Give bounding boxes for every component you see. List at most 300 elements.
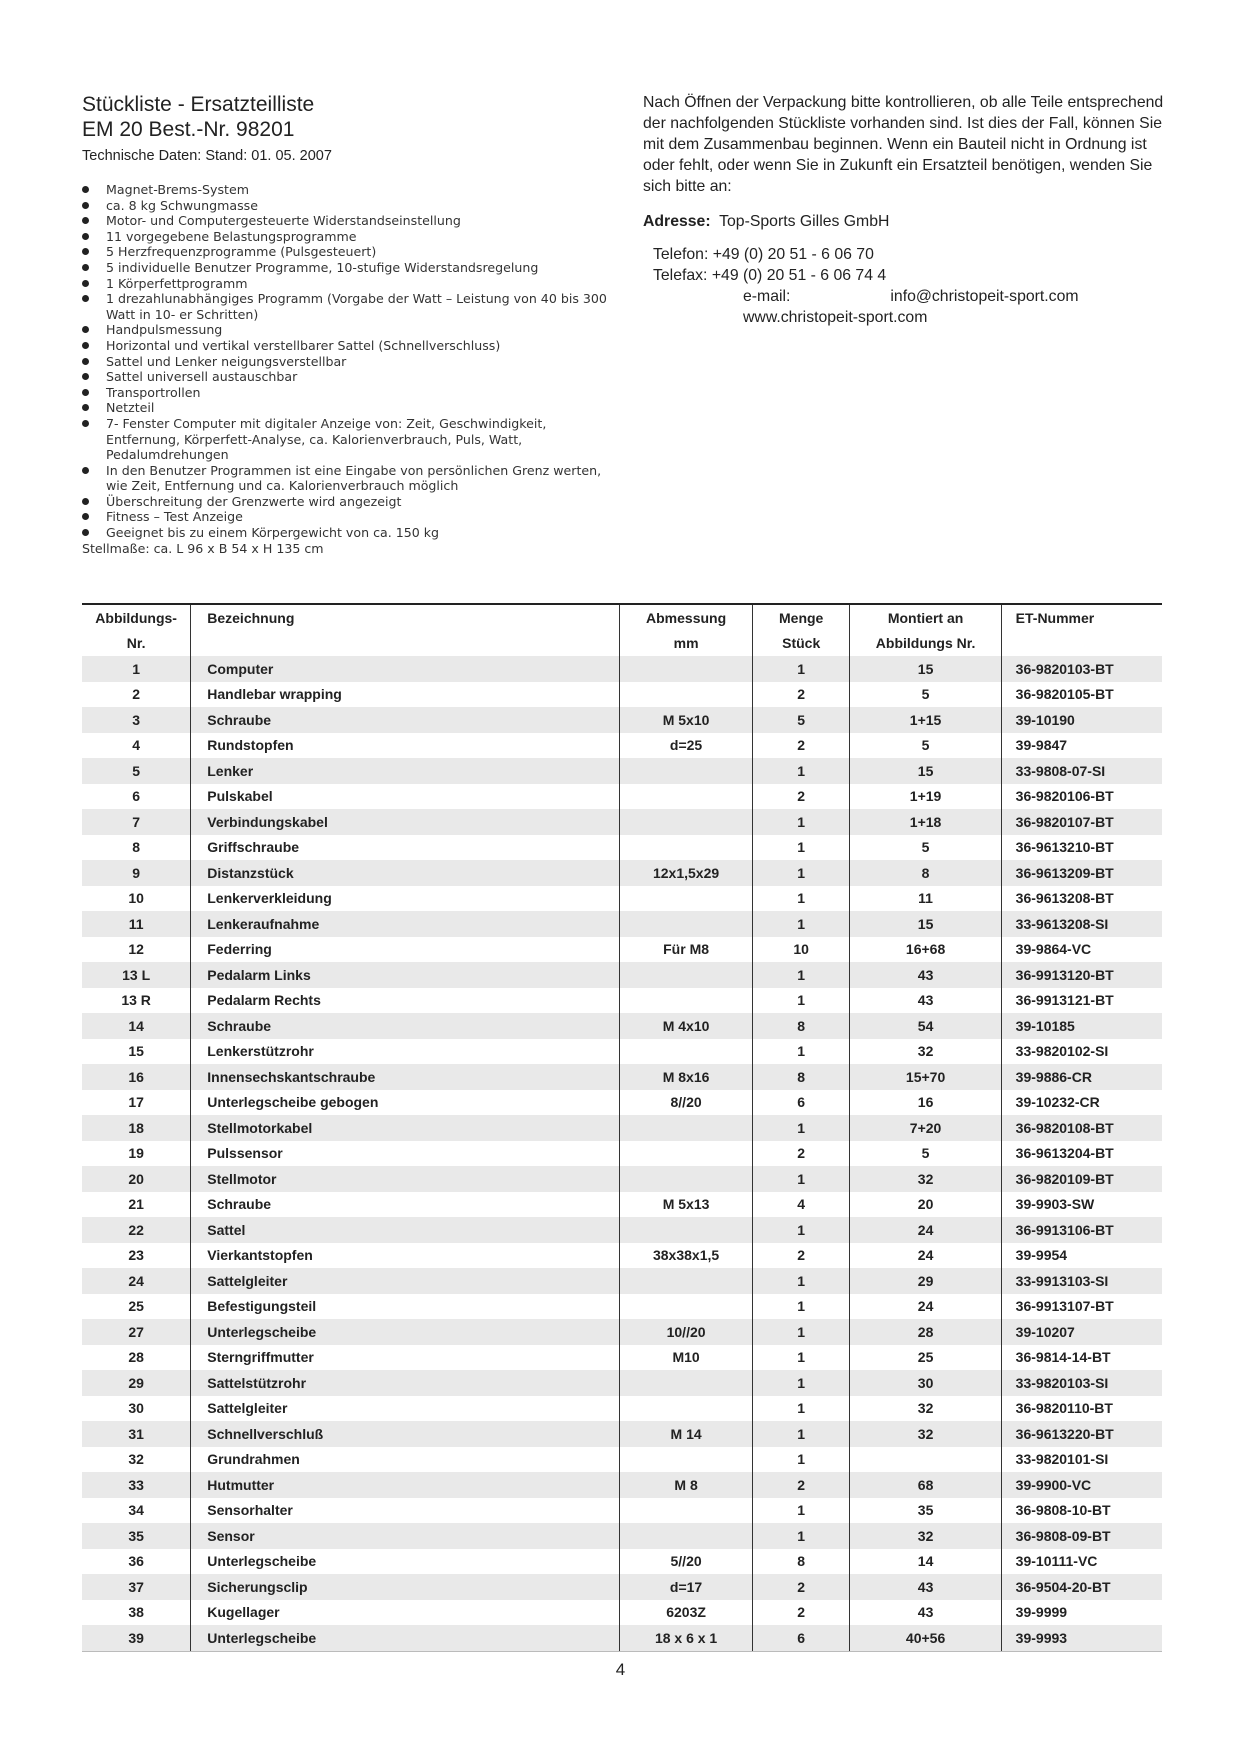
table-row <box>82 1192 1162 1218</box>
cell-bezeichnung: Sensorhalter <box>191 1498 620 1524</box>
table-row <box>82 1243 1162 1269</box>
cell-menge: 1 <box>752 1523 850 1549</box>
cell-abmessung: M 5x10 <box>620 707 753 733</box>
bullet-icon <box>82 248 89 255</box>
cell-menge: 2 <box>752 682 850 708</box>
cell-menge: 2 <box>752 1600 850 1626</box>
feature-text: 5 Herzfrequenzprogramme (Pulsgesteuert) <box>106 244 377 260</box>
cell-montiert: 15 <box>850 911 1001 937</box>
cell-menge: 2 <box>752 1472 850 1498</box>
cell-nr: 19 <box>82 1141 191 1167</box>
table-row <box>82 860 1162 886</box>
cell-nr: 27 <box>82 1319 191 1345</box>
col-subheader-montiert: Abbildungs Nr. <box>850 631 1001 657</box>
feature-text: 1 drezahlunabhängiges Programm (Vorgabe der Watt – Leistung von 40 bis 300 Watt in 10- er Schritten) <box>106 291 607 322</box>
feature-item <box>82 369 622 385</box>
cell-menge: 1 <box>752 1166 850 1192</box>
bullet-icon <box>82 342 89 349</box>
cell-et-nummer: 39-9993 <box>1001 1625 1162 1651</box>
cell-nr: 13 L <box>82 962 191 988</box>
cell-montiert: 29 <box>850 1268 1001 1294</box>
address-line <box>643 211 1168 232</box>
cell-abmessung <box>620 1498 753 1524</box>
cell-menge: 1 <box>752 1039 850 1065</box>
cell-montiert: 32 <box>850 1523 1001 1549</box>
feature-text: 11 vorgegebene Belastungsprogramme <box>106 228 357 244</box>
tech-data-heading: Technische Daten: Stand: 01. 05. 2007 <box>82 148 332 164</box>
cell-abmessung <box>620 1523 753 1549</box>
table-row <box>82 1294 1162 1320</box>
cell-et-nummer: 33-9808-07-SI <box>1001 758 1162 784</box>
cell-et-nummer: 39-10207 <box>1001 1319 1162 1345</box>
cell-nr: 1 <box>82 656 191 682</box>
table-row <box>82 758 1162 784</box>
document-title: Stückliste - Ersatzteilliste <box>82 93 315 116</box>
col-header-montiert: Montiert an <box>850 604 1001 631</box>
table-row <box>82 784 1162 810</box>
cell-nr: 20 <box>82 1166 191 1192</box>
cell-menge: 1 <box>752 1396 850 1422</box>
table-row <box>82 1600 1162 1626</box>
cell-bezeichnung: Sattelgleiter <box>191 1396 620 1422</box>
cell-abmessung: M10 <box>620 1345 753 1371</box>
cell-nr: 31 <box>82 1421 191 1447</box>
address-label: Adresse: <box>643 213 711 230</box>
cell-montiert: 14 <box>850 1549 1001 1575</box>
cell-bezeichnung: Distanzstück <box>191 860 620 886</box>
col-subheader-nr: Nr. <box>82 631 191 657</box>
bullet-icon <box>82 513 89 520</box>
cell-nr: 14 <box>82 1013 191 1039</box>
cell-et-nummer: 36-9913107-BT <box>1015 1298 1114 1315</box>
cell-montiert: 43 <box>850 1600 1001 1626</box>
bullet-icon <box>82 280 89 287</box>
cell-montiert: 43 <box>850 988 1001 1014</box>
feature-text: 1 Körperfettprogramm <box>106 275 248 291</box>
cell-et-nummer: 36-9913120-BT <box>1001 962 1162 988</box>
cell-et-nummer: 39-9999 <box>1015 1604 1068 1621</box>
cell-abmessung: 18 x 6 x 1 <box>620 1625 753 1651</box>
col-subheader-bezeichnung <box>191 631 620 657</box>
bullet-icon <box>82 358 89 365</box>
cell-et-nummer: 36-9808-09-BT <box>1001 1523 1162 1549</box>
cell-menge: 4 <box>752 1192 850 1218</box>
page-number: 4 <box>615 1660 626 1679</box>
feature-item <box>82 338 622 354</box>
cell-et-nummer: 33-9913103-SI <box>1001 1268 1162 1294</box>
feature-item <box>82 509 622 525</box>
cell-menge: 1 <box>752 656 850 682</box>
feature-text: Handpulsmessung <box>106 322 223 338</box>
feature-text: Geeignet bis zu einem Körpergewicht von ca. 150 kg <box>106 525 440 541</box>
table-row <box>82 1625 1162 1651</box>
cell-menge: 1 <box>752 1268 850 1294</box>
feature-item <box>82 400 622 416</box>
cell-nr: 24 <box>82 1268 191 1294</box>
table-row <box>82 1141 1162 1167</box>
table-row <box>82 1268 1162 1294</box>
cell-montiert: 5 <box>850 835 1001 861</box>
cell-et-nummer: 39-9847 <box>1015 737 1068 754</box>
table-row <box>82 809 1162 835</box>
cell-menge: 1 <box>752 988 850 1014</box>
cell-menge: 1 <box>752 962 850 988</box>
website-link[interactable]: www.christopeit-sport.com <box>743 309 928 326</box>
bullet-icon <box>82 264 89 271</box>
table-row <box>82 988 1162 1014</box>
cell-montiert: 30 <box>850 1370 1001 1396</box>
cell-abmessung <box>620 911 753 937</box>
cell-abmessung <box>620 1294 753 1320</box>
cell-menge: 8 <box>752 1013 850 1039</box>
feature-item <box>82 229 622 245</box>
cell-abmessung: 38x38x1,5 <box>620 1243 753 1269</box>
table-row <box>82 1319 1162 1345</box>
parts-table-body <box>82 656 1162 1651</box>
cell-menge: 2 <box>752 1574 850 1600</box>
cell-nr: 22 <box>82 1217 191 1243</box>
bullet-icon <box>82 420 89 427</box>
feature-text: In den Benutzer Programmen ist eine Eingabe von persönlichen Grenz werten, wie Zeit, Entfernung und ca. Kalorienverbrauch möglich <box>106 462 602 494</box>
table-row <box>82 1370 1162 1396</box>
feature-item <box>82 291 622 322</box>
cell-bezeichnung: Lenker <box>191 758 620 784</box>
cell-montiert: 16+68 <box>850 937 1001 963</box>
cell-montiert: 32 <box>850 1039 1001 1065</box>
cell-abmessung: 6203Z <box>620 1600 753 1626</box>
cell-nr: 3 <box>82 707 191 733</box>
right-header <box>643 92 1168 328</box>
cell-nr: 17 <box>82 1090 191 1116</box>
cell-bezeichnung: Grundrahmen <box>191 1447 620 1473</box>
cell-bezeichnung: Lenkerverkleidung <box>191 886 620 912</box>
cell-bezeichnung: Vierkantstopfen <box>191 1243 620 1269</box>
table-row <box>82 1472 1162 1498</box>
cell-et-nummer: 33-9820101-SI <box>1015 1451 1109 1468</box>
cell-menge: 6 <box>752 1090 850 1116</box>
cell-bezeichnung: Unterlegscheibe <box>191 1549 620 1575</box>
cell-bezeichnung: Unterlegscheibe <box>191 1319 620 1345</box>
col-subheader-menge: Stück <box>752 631 850 657</box>
cell-bezeichnung: Schraube <box>191 1013 620 1039</box>
cell-abmessung: 12x1,5x29 <box>620 860 753 886</box>
cell-montiert: 20 <box>850 1192 1001 1218</box>
cell-bezeichnung: Schraube <box>191 707 620 733</box>
cell-nr: 16 <box>82 1064 191 1090</box>
table-row <box>82 733 1162 759</box>
cell-et-nummer: 36-9820108-BT <box>1001 1115 1162 1141</box>
cell-abmessung <box>620 1039 753 1065</box>
feature-text: Horizontal und vertikal verstellbarer Sattel (Schnellverschluss) <box>106 337 501 353</box>
cell-nr: 28 <box>82 1345 191 1371</box>
cell-abmessung <box>620 1370 753 1396</box>
cell-bezeichnung: Unterlegscheibe gebogen <box>191 1090 620 1116</box>
table-row <box>82 1549 1162 1575</box>
cell-nr: 13 R <box>82 988 191 1014</box>
cell-menge: 1 <box>752 1217 850 1243</box>
cell-abmessung <box>620 1166 753 1192</box>
cell-menge: 6 <box>752 1625 850 1651</box>
cell-menge: 10 <box>752 937 850 963</box>
cell-abmessung: M 8x16 <box>620 1064 753 1090</box>
table-row <box>82 937 1162 963</box>
cell-abmessung <box>620 682 753 708</box>
cell-menge: 1 <box>752 860 850 886</box>
cell-abmessung <box>620 886 753 912</box>
feature-item <box>82 354 622 370</box>
cell-abmessung: M 14 <box>620 1421 753 1447</box>
table-header-row-2 <box>82 631 1162 657</box>
feature-item <box>82 385 622 401</box>
cell-montiert: 7+20 <box>850 1115 1001 1141</box>
cell-nr: 8 <box>82 835 191 861</box>
cell-et-nummer: 39-9886-CR <box>1001 1064 1162 1090</box>
cell-abmessung <box>620 784 753 810</box>
cell-nr: 5 <box>82 758 191 784</box>
bullet-icon <box>82 326 89 333</box>
left-header <box>82 92 622 556</box>
cell-abmessung: Für M8 <box>620 937 753 963</box>
feature-text: Sattel und Lenker neigungsverstellbar <box>106 353 347 369</box>
cell-bezeichnung: Stellmotorkabel <box>191 1115 620 1141</box>
cell-bezeichnung: Federring <box>191 937 620 963</box>
cell-et-nummer: 33-9613208-SI <box>1001 911 1162 937</box>
cell-bezeichnung: Pulssensor <box>191 1141 620 1167</box>
bullet-icon <box>82 202 89 209</box>
cell-bezeichnung: Hutmutter <box>191 1472 620 1498</box>
cell-nr: 18 <box>82 1115 191 1141</box>
cell-abmessung <box>620 758 753 784</box>
cell-montiert: 15 <box>850 758 1001 784</box>
table-row <box>82 1217 1162 1243</box>
cell-bezeichnung: Schraube <box>191 1192 620 1218</box>
cell-bezeichnung: Pulskabel <box>191 784 620 810</box>
table-row <box>82 1498 1162 1524</box>
cell-montiert: 32 <box>850 1166 1001 1192</box>
cell-et-nummer: 39-10232-CR <box>1015 1094 1100 1111</box>
cell-montiert: 40+56 <box>850 1625 1001 1651</box>
cell-menge: 2 <box>752 1243 850 1269</box>
cell-bezeichnung: Sterngriffmutter <box>191 1345 620 1371</box>
cell-bezeichnung: Sattel <box>191 1217 620 1243</box>
cell-menge: 1 <box>752 1447 850 1473</box>
cell-et-nummer: 36-9613204-BT <box>1015 1145 1114 1162</box>
feature-text: Sattel universell austauschbar <box>106 369 298 385</box>
table-row <box>82 886 1162 912</box>
col-subheader-et-nummer <box>1001 631 1162 657</box>
cell-et-nummer: 36-9814-14-BT <box>1015 1349 1111 1366</box>
table-row <box>82 1345 1162 1371</box>
cell-nr: 15 <box>82 1039 191 1065</box>
cell-montiert: 1+19 <box>850 784 1001 810</box>
feature-text: Netzteil <box>106 400 155 416</box>
cell-montiert: 15 <box>850 656 1001 682</box>
cell-abmessung <box>620 809 753 835</box>
cell-montiert: 32 <box>850 1421 1001 1447</box>
bullet-icon <box>82 373 89 380</box>
cell-menge: 5 <box>752 707 850 733</box>
cell-nr: 6 <box>82 784 191 810</box>
cell-bezeichnung: Lenkerstützrohr <box>191 1039 620 1065</box>
feature-item <box>82 463 622 494</box>
cell-et-nummer: 39-10185 <box>1001 1013 1162 1039</box>
cell-menge: 1 <box>752 1294 850 1320</box>
cell-et-nummer: 39-9903-SW <box>1015 1196 1095 1213</box>
cell-montiert: 68 <box>850 1472 1001 1498</box>
cell-abmessung <box>620 835 753 861</box>
cell-bezeichnung: Befestigungsteil <box>191 1294 620 1320</box>
cell-abmessung: 10//20 <box>620 1319 753 1345</box>
col-header-bezeichnung: Bezeichnung <box>191 604 620 631</box>
table-row <box>82 1166 1162 1192</box>
col-header-et-nummer: ET-Nummer <box>1001 604 1162 631</box>
cell-montiert <box>850 1447 1001 1473</box>
cell-et-nummer: 36-9820107-BT <box>1001 809 1162 835</box>
cell-abmessung: d=17 <box>620 1574 753 1600</box>
cell-montiert: 43 <box>850 1574 1001 1600</box>
cell-abmessung <box>620 1447 753 1473</box>
bullet-icon <box>82 404 89 411</box>
cell-nr: 29 <box>82 1370 191 1396</box>
feature-text: Überschreitung der Grenzwerte wird angezeigt <box>106 493 402 509</box>
cell-montiert: 5 <box>850 733 1001 759</box>
cell-nr: 4 <box>82 733 191 759</box>
cell-bezeichnung: Sattelgleiter <box>191 1268 620 1294</box>
cell-menge: 1 <box>752 1498 850 1524</box>
cell-nr: 30 <box>82 1396 191 1422</box>
parts-table <box>82 603 1162 1652</box>
cell-montiert: 24 <box>850 1294 1001 1320</box>
cell-menge: 1 <box>752 809 850 835</box>
cell-bezeichnung: Sattelstützrohr <box>191 1370 620 1396</box>
feature-item <box>82 525 622 541</box>
feature-text: 5 individuelle Benutzer Programme, 10-stufige Widerstandsregelung <box>106 259 539 275</box>
table-row <box>82 1421 1162 1447</box>
table-row <box>82 962 1162 988</box>
cell-abmessung <box>620 1115 753 1141</box>
cell-nr: 25 <box>82 1294 191 1320</box>
cell-bezeichnung: Unterlegscheibe <box>191 1625 620 1651</box>
cell-montiert: 5 <box>850 682 1001 708</box>
table-header-row <box>82 604 1162 631</box>
cell-menge: 1 <box>752 1115 850 1141</box>
cell-et-nummer: 36-9913121-BT <box>1015 992 1114 1009</box>
bullet-icon <box>82 186 89 193</box>
col-subheader-abmessung: mm <box>620 631 753 657</box>
email-address[interactable]: info@christopeit-sport.com <box>890 288 1079 305</box>
cell-bezeichnung: Rundstopfen <box>191 733 620 759</box>
cell-montiert: 25 <box>850 1345 1001 1371</box>
cell-nr: 39 <box>82 1625 191 1651</box>
email-line <box>653 286 1168 307</box>
telefon: Telefon: +49 (0) 20 51 - 6 06 70 <box>653 246 874 263</box>
intro-text: Nach Öffnen der Verpackung bitte kontrollieren, ob alle Teile entsprechend der nachfolgenden Stückliste vorhanden sind. Ist dies der Fall, können Sie mit dem Zusammenbau beginnen. Wenn ein Bauteil nicht in Ordnung ist oder fehlt, oder wenn Sie in Zukunft ein Ersatzteil benötigen, wenden Sie sich bitte an: <box>643 94 1164 195</box>
cell-abmessung <box>620 1396 753 1422</box>
table-row <box>82 835 1162 861</box>
table-row <box>82 1115 1162 1141</box>
cell-abmessung: d=25 <box>620 733 753 759</box>
dimensions-text: Stellmaße: ca. L 96 x B 54 x H 135 cm <box>82 540 324 556</box>
cell-montiert: 35 <box>850 1498 1001 1524</box>
cell-bezeichnung: Sicherungsclip <box>191 1574 620 1600</box>
feature-text: Transportrollen <box>106 384 201 400</box>
feature-item <box>82 416 622 463</box>
cell-nr: 34 <box>82 1498 191 1524</box>
cell-abmessung <box>620 1217 753 1243</box>
cell-nr: 2 <box>82 682 191 708</box>
email-label: e-mail: <box>743 288 791 305</box>
cell-menge: 2 <box>752 784 850 810</box>
cell-abmessung: 8//20 <box>620 1090 753 1116</box>
table-row <box>82 1090 1162 1116</box>
cell-nr: 35 <box>82 1523 191 1549</box>
cell-et-nummer: 36-9820110-BT <box>1015 1400 1113 1417</box>
cell-bezeichnung: Pedalarm Links <box>191 962 620 988</box>
col-header-abmessung: Abmessung <box>620 604 753 631</box>
cell-et-nummer: 36-9504-20-BT <box>1001 1574 1162 1600</box>
table-row <box>82 1447 1162 1473</box>
cell-abmessung <box>620 1268 753 1294</box>
cell-montiert: 1+18 <box>850 809 1001 835</box>
cell-nr: 11 <box>82 911 191 937</box>
cell-bezeichnung: Stellmotor <box>191 1166 620 1192</box>
cell-menge: 2 <box>752 733 850 759</box>
cell-et-nummer: 36-9913106-BT <box>1001 1217 1162 1243</box>
cell-abmessung: M 5x13 <box>620 1192 753 1218</box>
feature-text: Motor- und Computergesteuerte Widerstandseinstellung <box>106 213 461 229</box>
feature-text: ca. 8 kg Schwungmasse <box>106 197 258 213</box>
cell-et-nummer: 33-9820102-SI <box>1015 1043 1109 1060</box>
cell-montiert: 1+15 <box>850 707 1001 733</box>
cell-bezeichnung: Lenkeraufnahme <box>191 911 620 937</box>
cell-bezeichnung: Computer <box>191 656 620 682</box>
cell-nr: 36 <box>82 1549 191 1575</box>
feature-item <box>82 198 622 214</box>
cell-montiert: 32 <box>850 1396 1001 1422</box>
cell-menge: 1 <box>752 1370 850 1396</box>
cell-nr: 10 <box>82 886 191 912</box>
cell-montiert: 28 <box>850 1319 1001 1345</box>
cell-bezeichnung: Handlebar wrapping <box>191 682 620 708</box>
bullet-icon <box>82 529 89 536</box>
cell-bezeichnung: Schnellverschluß <box>191 1421 620 1447</box>
feature-item <box>82 213 622 229</box>
cell-menge: 1 <box>752 911 850 937</box>
cell-menge: 2 <box>752 1141 850 1167</box>
bullet-icon <box>82 217 89 224</box>
table-row <box>82 1396 1162 1422</box>
cell-nr: 7 <box>82 809 191 835</box>
cell-nr: 23 <box>82 1243 191 1269</box>
table-row <box>82 1574 1162 1600</box>
feature-text: 7- Fenster Computer mit digitaler Anzeige von: Zeit, Geschwindigkeit, Entfernung, Körperfett-Analyse, ca. Kalorienverbrauch, Puls, Watt, Pedalumdrehungen <box>106 415 547 463</box>
cell-menge: 8 <box>752 1064 850 1090</box>
cell-nr: 9 <box>82 860 191 886</box>
feature-item <box>82 322 622 338</box>
cell-et-nummer: 36-9613220-BT <box>1001 1421 1162 1447</box>
feature-text: Fitness – Test Anzeige <box>106 509 243 525</box>
col-header-menge: Menge <box>752 604 850 631</box>
cell-menge: 1 <box>752 758 850 784</box>
cell-menge: 1 <box>752 1421 850 1447</box>
cell-et-nummer: 39-9954 <box>1015 1247 1068 1264</box>
cell-abmessung: M 8 <box>620 1472 753 1498</box>
cell-montiert: 24 <box>850 1217 1001 1243</box>
cell-menge: 1 <box>752 886 850 912</box>
feature-item <box>82 494 622 510</box>
bullet-icon <box>82 467 89 474</box>
feature-list <box>82 182 622 541</box>
